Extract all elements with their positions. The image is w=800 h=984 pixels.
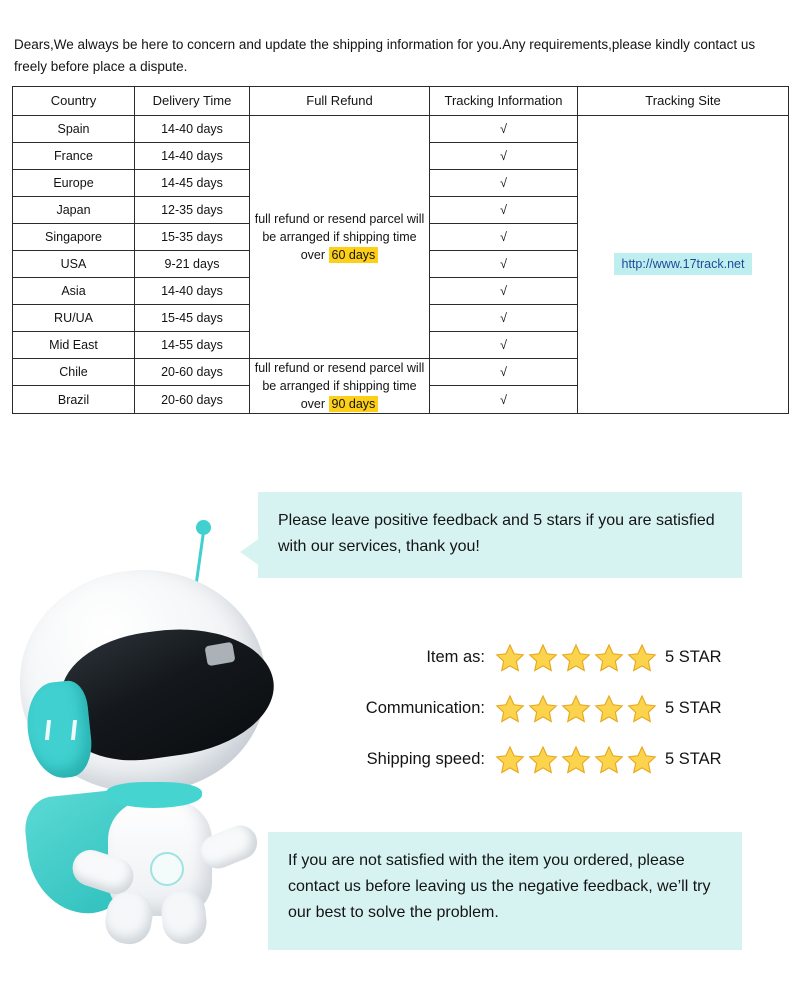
negative-feedback-bubble: If you are not satisfied with the item you ordered, please contact us before leaving us the negative feedback, we’ll try our best to solve the problem.: [268, 832, 742, 950]
robot-scarf: [106, 782, 202, 808]
cell-country: Mid East: [13, 331, 135, 358]
cell-delivery-time: 14-40 days: [135, 115, 250, 142]
rating-stars-item-as: [495, 643, 657, 673]
shipping-table: [12, 86, 789, 414]
star-icon: [495, 694, 525, 724]
cell-country: Japan: [13, 196, 135, 223]
refund-highlight-60-days: 60 days: [329, 247, 379, 263]
cell-tracking: √: [430, 196, 578, 223]
rating-value-shipping-speed: 5 STAR: [665, 750, 722, 768]
star-icon: [561, 694, 591, 724]
cell-country: RU/UA: [13, 304, 135, 331]
star-icon: [561, 745, 591, 775]
rating-label-shipping-speed: Shipping speed:: [366, 750, 485, 768]
star-icon: [528, 694, 558, 724]
table-row: [13, 115, 789, 142]
robot-ear-logo: [45, 720, 77, 740]
cell-tracking: √: [430, 223, 578, 250]
refund-text-before: full refund or resend parcel will be arranged if shipping time over: [254, 360, 425, 411]
cell-delivery-time: 20-60 days: [135, 386, 250, 414]
feedback-block: [0, 452, 800, 984]
rating-stars-shipping-speed: [495, 745, 657, 775]
star-icon: [495, 643, 525, 673]
column-header-tracking-information: Tracking Information: [430, 86, 578, 115]
cell-delivery-time: 15-45 days: [135, 304, 250, 331]
cell-delivery-time: 15-35 days: [135, 223, 250, 250]
cell-tracking: √: [430, 386, 578, 414]
cell-tracking: √: [430, 358, 578, 386]
cell-tracking: √: [430, 304, 578, 331]
cell-tracking: √: [430, 169, 578, 196]
star-icon: [528, 643, 558, 673]
star-icon: [627, 643, 657, 673]
cell-delivery-time: 14-45 days: [135, 169, 250, 196]
positive-feedback-bubble: Please leave positive feedback and 5 stars if you are satisfied with our services, thank you!: [258, 492, 742, 578]
star-icon: [627, 745, 657, 775]
rating-row: [330, 734, 770, 785]
cell-country: Chile: [13, 358, 135, 386]
star-icon: [561, 643, 591, 673]
cell-full-refund-group-2: [250, 358, 430, 413]
star-icon: [594, 694, 624, 724]
shipping-notice-text: Dears,We always be here to concern and update the shipping information for you.Any requirements,please kindly contact us freely before place a dispute.: [14, 37, 756, 74]
star-icon: [594, 643, 624, 673]
star-icon: [594, 745, 624, 775]
cell-tracking: √: [430, 331, 578, 358]
cell-country: USA: [13, 250, 135, 277]
cell-delivery-time: 14-55 days: [135, 331, 250, 358]
shipping-policy-block: [12, 34, 788, 414]
rating-row: [330, 632, 770, 683]
cell-tracking: √: [430, 277, 578, 304]
tracking-site-link[interactable]: http://www.17track.net: [614, 253, 753, 275]
rating-stars-communication: [495, 694, 657, 724]
cell-full-refund-group-1: [250, 115, 430, 358]
robot-antenna-stem: [194, 532, 205, 588]
cell-tracking: √: [430, 115, 578, 142]
cell-tracking: √: [430, 142, 578, 169]
cell-country: France: [13, 142, 135, 169]
refund-text-before: full refund or resend parcel will be arranged if shipping time over: [254, 211, 425, 262]
column-header-delivery-time: Delivery Time: [135, 86, 250, 115]
cell-delivery-time: 14-40 days: [135, 142, 250, 169]
star-icon: [627, 694, 657, 724]
cell-delivery-time: 20-60 days: [135, 358, 250, 386]
robot-chest-badge: [150, 852, 184, 886]
cell-delivery-time: 14-40 days: [135, 277, 250, 304]
cell-country: Europe: [13, 169, 135, 196]
column-header-tracking-site: Tracking Site: [578, 86, 789, 115]
cell-delivery-time: 12-35 days: [135, 196, 250, 223]
column-header-country: Country: [13, 86, 135, 115]
rating-label-item-as: Item as:: [426, 648, 485, 666]
cell-tracking: √: [430, 250, 578, 277]
ratings-list: [330, 632, 770, 785]
cell-country: Spain: [13, 115, 135, 142]
cell-country: Brazil: [13, 386, 135, 414]
cell-country: Singapore: [13, 223, 135, 250]
cell-tracking-site: [578, 115, 789, 413]
rating-value-item-as: 5 STAR: [665, 648, 722, 666]
column-header-full-refund: Full Refund: [250, 86, 430, 115]
cell-delivery-time: 9-21 days: [135, 250, 250, 277]
cell-country: Asia: [13, 277, 135, 304]
refund-highlight-90-days: 90 days: [329, 396, 379, 412]
table-header-row: [13, 86, 789, 115]
star-icon: [495, 745, 525, 775]
rating-row: [330, 683, 770, 734]
rating-label-communication: Communication:: [365, 699, 485, 717]
rating-value-communication: 5 STAR: [665, 699, 722, 717]
star-icon: [528, 745, 558, 775]
